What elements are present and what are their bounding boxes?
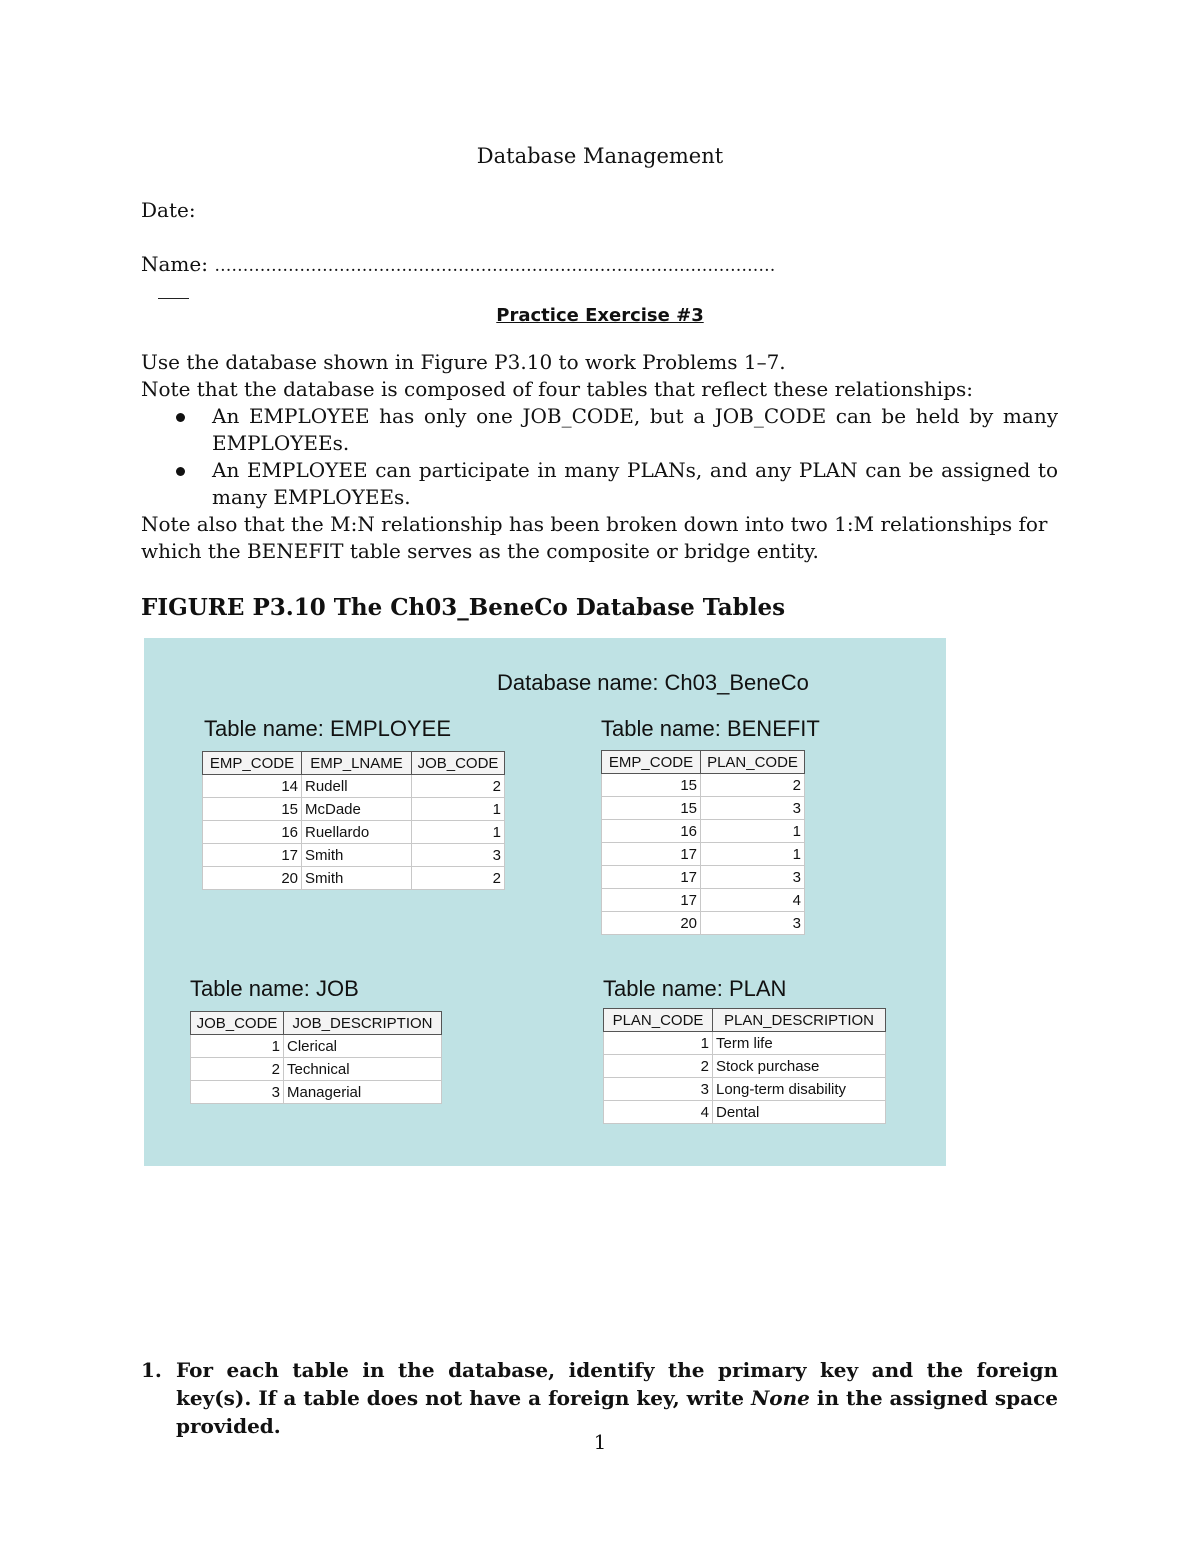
table-cell: Stock purchase — [713, 1055, 886, 1078]
table-row — [602, 774, 805, 797]
table-row — [203, 867, 505, 890]
table-cell: 4 — [701, 889, 805, 912]
table-cell: 16 — [602, 820, 701, 843]
bullet-text: An EMPLOYEE has only one JOB_CODE, but a JOB_CODE can be held by many EMPLOYEEs. — [212, 404, 1058, 455]
document-title: Database Management — [476, 144, 724, 168]
table-cell: 16 — [203, 821, 302, 844]
table-row — [604, 1101, 886, 1124]
table-cell: 1 — [701, 843, 805, 866]
table-cell: 3 — [604, 1078, 713, 1101]
column-header: JOB_DESCRIPTION — [284, 1012, 442, 1035]
column-header: JOB_CODE — [191, 1012, 284, 1035]
table-cell: 4 — [604, 1101, 713, 1124]
list-item — [141, 457, 1058, 511]
intro-line-2: Note that the database is composed of four tables that reflect these relationships: — [141, 377, 974, 401]
table-cell: 1 — [191, 1035, 284, 1058]
list-item — [141, 403, 1058, 457]
bullet-icon — [176, 467, 185, 476]
table-cell: 15 — [602, 774, 701, 797]
bullet-icon — [176, 413, 185, 422]
plan-table — [603, 1008, 886, 1124]
table-cell: 17 — [203, 844, 302, 867]
employee-table — [202, 751, 505, 890]
table-row — [203, 798, 505, 821]
short-rule — [158, 298, 189, 299]
table-cell: 17 — [602, 843, 701, 866]
question-number: 1. — [141, 1358, 162, 1382]
table-cell: 2 — [604, 1055, 713, 1078]
table-cell: 2 — [412, 867, 505, 890]
table-cell: 3 — [191, 1081, 284, 1104]
database-name: Database name: Ch03_BeneCo — [497, 670, 809, 695]
name-dots: ……………………………………………………………………………………… — [214, 256, 776, 276]
table-cell: Term life — [713, 1032, 886, 1055]
benefit-table — [601, 750, 805, 935]
table-cell: 20 — [602, 912, 701, 935]
benefit-table-title: Table name: BENEFIT — [601, 716, 820, 741]
page-number: 1 — [593, 1430, 607, 1454]
table-row — [604, 1032, 886, 1055]
table-cell: Managerial — [284, 1081, 442, 1104]
figure-caption: FIGURE P3.10 The Ch03_BeneCo Database Tables — [141, 594, 786, 621]
table-row — [602, 889, 805, 912]
table-row — [602, 866, 805, 889]
table-cell: Smith — [302, 844, 412, 867]
intro-note: Note also that the M:N relationship has been broken down into two 1:M relationships for which the BENEFIT table serves as the composite or bridge entity. — [141, 512, 1048, 563]
table-cell: Smith — [302, 867, 412, 890]
intro-line-1: Use the database shown in Figure P3.10 to work Problems 1–7. — [141, 350, 786, 374]
table-row — [191, 1081, 442, 1104]
table-row — [604, 1055, 886, 1078]
table-cell: 3 — [701, 912, 805, 935]
table-cell: Ruellardo — [302, 821, 412, 844]
column-header: EMP_CODE — [203, 752, 302, 775]
name-line — [141, 252, 775, 276]
table-row — [602, 820, 805, 843]
table-row — [604, 1078, 886, 1101]
table-cell: 1 — [604, 1032, 713, 1055]
job-table — [190, 1011, 442, 1104]
table-cell: 17 — [602, 889, 701, 912]
table-cell: 17 — [602, 866, 701, 889]
bullet-text: An EMPLOYEE can participate in many PLANs, and any PLAN can be assigned to many EMPLOYEEs. — [212, 458, 1058, 509]
name-label: Name: — [141, 252, 208, 276]
table-cell: 3 — [701, 866, 805, 889]
table-cell: 2 — [701, 774, 805, 797]
employee-table-title: Table name: EMPLOYEE — [204, 716, 452, 741]
table-cell: 3 — [412, 844, 505, 867]
table-row — [602, 843, 805, 866]
table-row — [191, 1058, 442, 1081]
table-cell: 20 — [203, 867, 302, 890]
table-row — [203, 821, 505, 844]
relationship-list — [141, 403, 1058, 511]
table-cell: 15 — [602, 797, 701, 820]
column-header: PLAN_CODE — [604, 1009, 713, 1032]
table-row — [602, 797, 805, 820]
table-cell: 15 — [203, 798, 302, 821]
table-cell: 1 — [412, 821, 505, 844]
column-header: PLAN_CODE — [701, 751, 805, 774]
table-cell: Dental — [713, 1101, 886, 1124]
table-cell: Rudell — [302, 775, 412, 798]
plan-table-title: Table name: PLAN — [603, 976, 787, 1001]
table-cell: 14 — [203, 775, 302, 798]
table-cell: Clerical — [284, 1035, 442, 1058]
table-cell: McDade — [302, 798, 412, 821]
table-cell: 2 — [412, 775, 505, 798]
column-header: PLAN_DESCRIPTION — [713, 1009, 886, 1032]
date-label: Date: — [141, 198, 196, 222]
table-row — [203, 775, 505, 798]
table-cell: 1 — [701, 820, 805, 843]
emphasis-none: None — [751, 1386, 810, 1410]
column-header: JOB_CODE — [412, 752, 505, 775]
exercise-title: Practice Exercise #3 — [496, 305, 704, 326]
job-table-title: Table name: JOB — [190, 976, 359, 1001]
table-cell: Technical — [284, 1058, 442, 1081]
table-cell: 3 — [701, 797, 805, 820]
column-header: EMP_LNAME — [302, 752, 412, 775]
table-row — [602, 912, 805, 935]
question-text: For each table in the database, identify the primary key and the foreign key(s). If a table does not have a foreign key, write None in the assigned space provided. — [176, 1358, 1058, 1438]
figure-panel — [144, 638, 946, 1166]
column-header: EMP_CODE — [602, 751, 701, 774]
table-row — [191, 1035, 442, 1058]
table-cell: 2 — [191, 1058, 284, 1081]
table-cell: Long-term disability — [713, 1078, 886, 1101]
table-row — [203, 844, 505, 867]
question-1 — [141, 1356, 1058, 1440]
table-cell: 1 — [412, 798, 505, 821]
